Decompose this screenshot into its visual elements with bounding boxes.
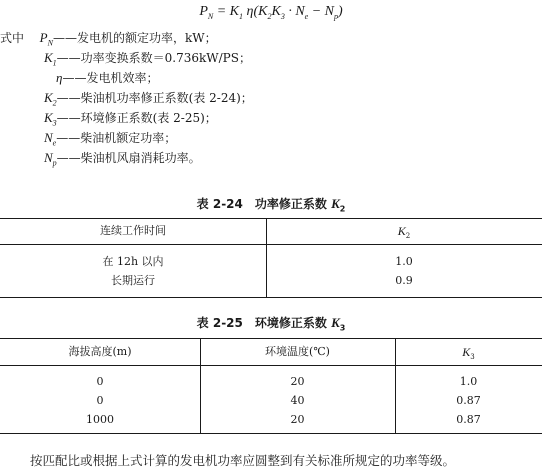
definition-np	[44, 148, 201, 168]
definition-k1	[44, 48, 251, 68]
formula: $P_N = K_1$ $\eta(K_2K_3 \cdot N_e - N_p)$	[199, 4, 343, 21]
definition-symbol: $K_1$	[44, 50, 57, 68]
table-header-cell: 连续工作时间	[100, 224, 166, 237]
definition-text: ——环境修正系数(表 2-25)；	[56, 111, 217, 125]
table-2-25-caption: 表 2-25 环境修正系数 $K_3$	[196, 315, 346, 333]
definition-text: ——功率变换系数＝0.736kW/PS；	[56, 51, 251, 65]
definition-symbol: η	[56, 70, 63, 85]
where-label: 式中	[0, 31, 25, 45]
definition-text: ——柴油机额定功率；	[56, 131, 177, 145]
definition-ne	[44, 128, 176, 148]
table-header-cell: 海拔高度(m)	[68, 345, 132, 358]
table-cell: 0.87	[456, 394, 481, 407]
table-header-cell: $K_3$	[462, 345, 475, 362]
definition-text: ——柴油机风扇消耗功率。	[56, 151, 201, 165]
table-cell: 1.0	[459, 375, 478, 388]
definition-text: ——发电机的额定功率，kW；	[52, 31, 217, 45]
table-cell: 20	[290, 413, 305, 426]
definition-symbol: $K_3$	[44, 110, 57, 128]
definition-text: ——发电机效率；	[62, 71, 159, 85]
table-bottom-rule	[0, 297, 542, 298]
table-header-cell: $K_2$	[397, 224, 411, 241]
definition-symbol: $N_p$	[44, 150, 57, 168]
definition-pn	[0, 28, 217, 48]
definition-symbol: $N_e$	[44, 130, 57, 148]
definition-k2	[44, 88, 253, 108]
table-top-rule	[0, 338, 542, 339]
definition-symbol: $P_N$	[39, 30, 53, 48]
definition-text: ——柴油机功率修正系数(表 2-24)；	[56, 91, 253, 105]
table-cell: 0	[96, 394, 104, 407]
table-cell: 0	[96, 375, 104, 388]
definition-eta	[56, 68, 158, 88]
table-cell: 1000	[86, 413, 114, 426]
table-header-cell: 环境温度(℃)	[265, 345, 330, 358]
body-paragraph: 按匹配比或根据上式计算的发电机功率应圆整到有关标准所规定的功率等级。	[30, 453, 456, 468]
table-cell: 40	[290, 394, 305, 407]
table-cell: 在 12h 以内	[102, 255, 164, 268]
definition-symbol: $K_2$	[44, 90, 57, 108]
table-bottom-rule	[0, 433, 542, 434]
table-cell: 1.0	[395, 255, 413, 268]
table-cell: 0.9	[395, 274, 413, 287]
table-header-rule	[0, 365, 542, 366]
table-cell: 0.87	[456, 413, 481, 426]
table-2-24-caption: 表 2-24 功率修正系数 $K_2$	[196, 196, 346, 214]
table-cell: 20	[290, 375, 305, 388]
definition-k3	[44, 108, 217, 128]
table-header-rule	[0, 244, 542, 245]
table-cell: 长期运行	[111, 274, 155, 287]
table-top-rule	[0, 218, 542, 219]
